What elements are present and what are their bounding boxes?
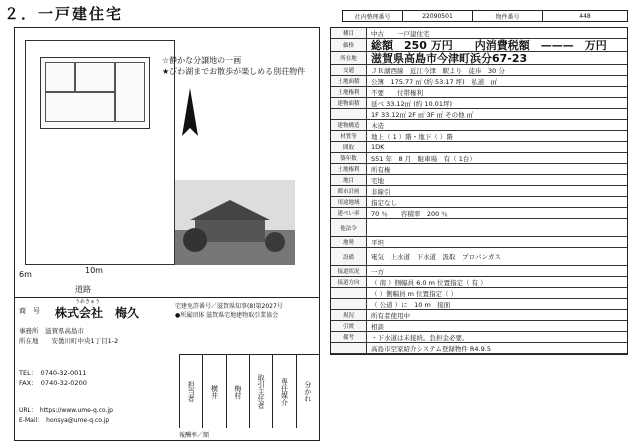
row-label: 材質等 [331, 131, 367, 141]
row-value: 所有権 [371, 165, 391, 174]
hanko-cell: 取引主任者 [250, 355, 273, 428]
row-value: 70 ％ 容積率 200 ％ [371, 209, 448, 218]
table-row [331, 248, 627, 266]
control-no: 22090501 [403, 11, 473, 21]
header-bar [342, 10, 628, 22]
table-row [331, 142, 627, 153]
note-line1: ☆静かな分譲地の一画 [162, 56, 242, 65]
assoc: 滋賀県宅地建物取引業協会 [206, 312, 279, 319]
row-label: 種目 [331, 28, 367, 38]
table-row [331, 208, 627, 219]
office-label: 事務所 [19, 327, 39, 335]
row-value: 1DK [371, 143, 385, 151]
hanko-cell: 担当者 [180, 355, 203, 428]
row-label: 建物構造 [331, 120, 367, 130]
floor-plan [40, 57, 150, 129]
row-value: ・下水道は未接続。負担金必要。 [371, 333, 469, 342]
hanko-cell: 専任媒介 [273, 355, 296, 428]
hanko-cell: 横井 [203, 355, 226, 428]
row-value: 電気 上水道 下水道 汲取 プロパンガス [371, 253, 501, 261]
table-row [331, 76, 627, 87]
company-block [15, 298, 319, 442]
office: 滋賀県高島市 [45, 327, 84, 335]
table-row [331, 164, 627, 175]
road-label: 道路 [75, 285, 91, 294]
row-value: （ 公道 ）に 10 m 接面 [371, 300, 451, 309]
hanko-cell: 梅村 [227, 355, 250, 428]
house-photo [175, 180, 295, 265]
road-width: 6m [19, 270, 32, 279]
row-label [331, 109, 367, 119]
row-label: 所在地 [331, 52, 367, 64]
row-value: 公簿 175.77 ㎡ (約 53.17 坪) 私道 ㎡ [371, 77, 498, 86]
row-label: 都市計画 [331, 186, 367, 196]
feature-notes [162, 55, 305, 77]
table-row [331, 120, 627, 131]
row-value: 不要 付帯権利 [371, 88, 423, 97]
fax: FAX： 0740-32-0200 [19, 379, 87, 387]
plot-outline [25, 40, 175, 265]
row-label [331, 288, 367, 298]
row-label: 建物面積 [331, 98, 367, 108]
row-label: 築年数 [331, 153, 367, 163]
row-value: 滋賀県高島市今津町浜分67-23 [371, 52, 528, 65]
company-name: 株式会社 梅久 [55, 306, 140, 320]
row-value: 指定なし [371, 198, 397, 207]
stamp-table [179, 354, 319, 428]
row-value: S51 年 8 月 駐車場 有（ 1台） [371, 154, 476, 163]
row-label: 地目 [331, 175, 367, 185]
row-value: 地上（ 1 ）階・地下（ ）階 [371, 132, 453, 141]
table-row [331, 343, 627, 354]
address-label: 所在地 [19, 337, 39, 345]
fee-label: 報酬率／額 [179, 432, 210, 439]
table-row [331, 87, 627, 98]
address: 安曇川町中央1丁目1-2 [51, 337, 119, 345]
left-panel [14, 27, 320, 441]
table-row [331, 131, 627, 142]
row-value: 総額 250 万円 内消費税額 ——— 万円 [371, 39, 607, 52]
table-row [331, 219, 627, 237]
row-label: 建ぺい率 [331, 208, 367, 218]
frontage: 10m [85, 266, 103, 275]
table-row [331, 109, 627, 120]
company-kana: うめきゅう [75, 299, 101, 305]
table-row [331, 52, 627, 65]
page-title: ２．一戸建住宅 [4, 5, 124, 23]
row-value: 木造 [371, 121, 384, 130]
property-label: 物件番号 [473, 11, 543, 21]
table-row [331, 175, 627, 186]
row-label: 間取 [331, 142, 367, 152]
row-value: 高島市空家紹介システム登録物件 R4.9.5 [371, 344, 491, 353]
row-label: 土地権利 [331, 87, 367, 97]
site-map [15, 28, 319, 298]
table-row [331, 153, 627, 164]
table-row [331, 277, 627, 288]
row-label: 現況 [331, 310, 367, 320]
table-row [331, 321, 627, 332]
row-label: 交通 [331, 65, 367, 75]
row-label: 他法令 [331, 219, 367, 236]
row-value: 延べ 33.12㎡ (約 10.01坪) [371, 99, 452, 108]
url-link[interactable]: URL： https://www.ume-q.co.jp [19, 407, 113, 414]
table-row [331, 332, 627, 343]
table-row [331, 197, 627, 208]
control-label: 社内整理番号 [343, 11, 403, 21]
row-label: 地勢 [331, 237, 367, 247]
table-row [331, 65, 627, 76]
assoc-mark: ●所属団体 [175, 312, 205, 319]
row-value: 所有者使用中 [371, 311, 410, 320]
north-arrow-icon [180, 88, 200, 138]
row-label: 備考 [331, 332, 367, 342]
row-value: （ ）側幅員 m 位置指定（ ） [371, 289, 458, 298]
row-label [331, 343, 367, 353]
row-value: 非線引 [371, 187, 391, 196]
trade-label: 商 号 [19, 307, 40, 315]
row-label: 土地面積 [331, 76, 367, 86]
row-label: 引渡 [331, 321, 367, 331]
row-label: 価格 [331, 39, 367, 51]
table-row [331, 186, 627, 197]
row-label: 用途地域 [331, 197, 367, 207]
row-value: （ 南 ）側幅員 6.0 m 位置指定（ 有 ） [371, 278, 487, 287]
license: 宅建免許番号／滋賀県知事(8)第2027号 [175, 303, 283, 310]
email-link[interactable]: E-Mail： honsya@ume-q.co.jp [19, 417, 110, 424]
table-row [331, 237, 627, 248]
row-label: 接道方向 [331, 277, 367, 287]
property-no: 448 [579, 12, 591, 20]
row-value: 宅地 [371, 176, 384, 185]
row-value: ＪＲ湖西線 近江今津 駅より 徒歩 30 分 [371, 66, 505, 75]
row-label: 設備 [331, 248, 367, 265]
hanko-cell: 分かれ [303, 381, 312, 402]
table-row [331, 98, 627, 109]
row-value: 中古 一戸建住宅 [371, 29, 430, 38]
row-value: 相談 [371, 322, 384, 331]
tel: TEL： 0740-32-0011 [19, 369, 87, 377]
table-row [331, 288, 627, 299]
row-label: 接道状況 [331, 266, 367, 276]
row-value: 一方 [371, 267, 384, 276]
row-value: 1F 33.12㎡ 2F ㎡ 3F ㎡ その他 ㎡ [371, 110, 474, 119]
row-label: 土地権利 [331, 164, 367, 174]
note-line2: ★びわ湖までお散歩が楽しめる別荘物件 [162, 67, 306, 76]
table-row [331, 266, 627, 277]
table-row [331, 299, 627, 310]
property-table [330, 27, 628, 355]
row-value: 平坦 [371, 238, 384, 247]
row-label [331, 299, 367, 309]
table-row [331, 310, 627, 321]
